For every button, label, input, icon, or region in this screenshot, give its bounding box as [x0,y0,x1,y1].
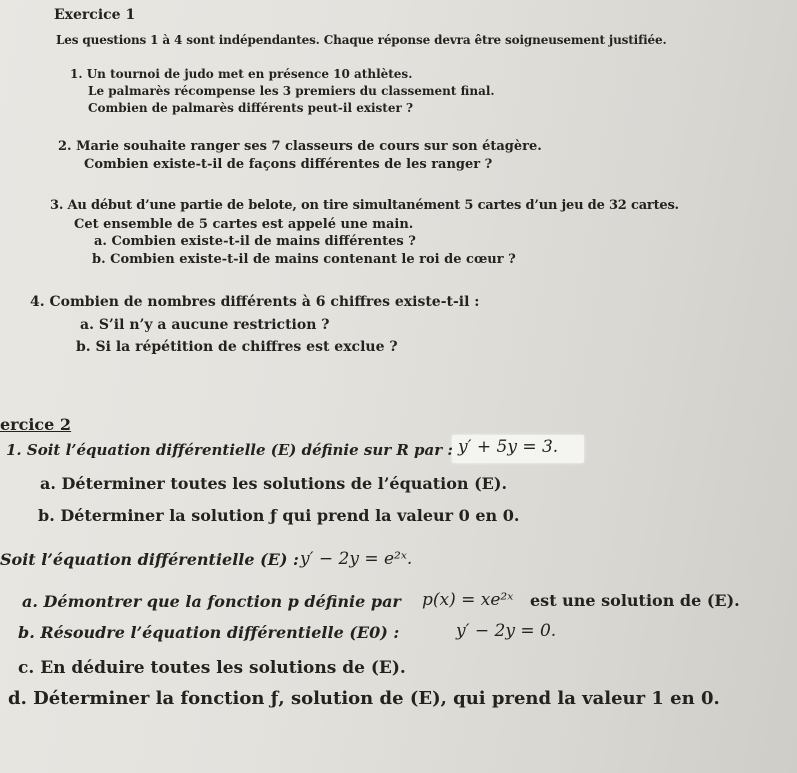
ex2-q2-item-c: c. En déduire toutes les solutions de (E). [18,658,406,678]
q3-line1: 3. Au début d’une partie de belote, on tire simultanément 5 cartes d’un jeu de 32 cartes. [50,198,679,213]
ex2-q1-line1: 1. Soit l’équation différentielle (E) définie sur R par : [6,441,453,459]
q4-item-b: b. Si la répétition de chiffres est exclue ? [76,339,398,355]
q1-line2: Le palmarès récompense les 3 premiers du classement final. [88,84,495,98]
q4-line1: 4. Combien de nombres différents à 6 chiffres existe-t-il : [30,294,480,310]
q3-item-b: b. Combien existe-t-il de mains contenant le roi de cœur ? [92,252,516,267]
bleed-through-text [590,258,593,268]
ex2-q2-item-a-end: est une solution de (E). [530,591,740,610]
exercise1-instructions: Les questions 1 à 4 sont indépendantes. Chaque réponse devra être soigneusement justifiée. [56,33,667,47]
q4-item-a: a. S’il n’y a aucune restriction ? [80,317,330,333]
q3-item-a: a. Combien existe-t-il de mains différentes ? [94,234,416,249]
exercise2-title: ercice 2 [0,415,72,434]
ex2-q2-item-a-text: a. Démontrer que la fonction p définie par [22,592,401,611]
exercise1-title: Exercice 1 [54,7,136,23]
ex2-q2-item-b-text: b. Résoudre l’équation différentielle (E0) : [18,623,400,642]
ex2-q2-item-b-formula: y′ − 2y = 0. [456,621,557,641]
ex2-q1-item-b: b. Déterminer la solution ƒ qui prend la valeur 0 en 0. [38,506,520,525]
ex2-q1-equation: y′ + 5y = 3. [458,437,559,457]
ex2-q1-item-a: a. Déterminer toutes les solutions de l’équation (E). [40,474,508,493]
q1-line3: Combien de palmarès différents peut-il exister ? [88,101,414,115]
ex2-q2-equation: y′ − 2y = e²ˣ. [300,549,413,569]
ex2-q2-item-a-formula: p(x) = xe²ˣ [422,590,514,610]
q1-line1: 1. Un tournoi de judo met en présence 10 athlètes. [70,67,413,81]
q2-line1: 2. Marie souhaite ranger ses 7 classeurs de cours sur son étagère. [58,139,542,154]
ex2-q2-intro: Soit l’équation différentielle (E) : [0,550,299,569]
ex2-q2-item-d: d. Déterminer la fonction ƒ, solution de (E), qui prend la valeur 1 en 0. [8,688,720,709]
q2-line2: Combien existe-t-il de façons différentes de les ranger ? [84,157,493,172]
q3-line2: Cet ensemble de 5 cartes est appelé une main. [74,217,414,232]
